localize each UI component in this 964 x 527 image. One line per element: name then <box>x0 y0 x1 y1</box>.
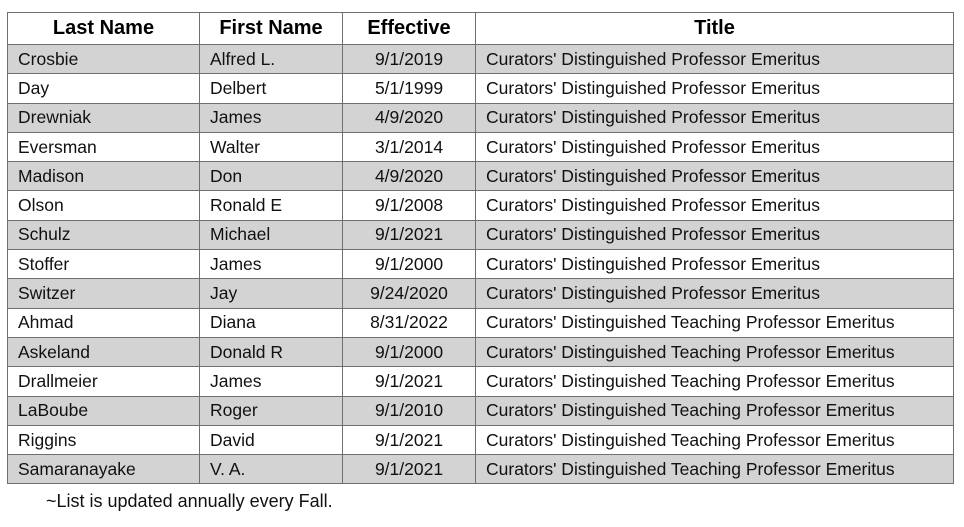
last-name-cell: Drewniak <box>8 103 200 132</box>
first-name-cell: Michael <box>200 220 343 249</box>
table-row <box>8 425 954 454</box>
first-name-cell: Delbert <box>200 74 343 103</box>
first-name-cell: V. A. <box>200 455 343 484</box>
table-row <box>8 250 954 279</box>
last-name-cell: Day <box>8 74 200 103</box>
last-name-cell: Eversman <box>8 132 200 161</box>
effective-date-cell: 9/1/2021 <box>343 455 476 484</box>
table-header-row <box>8 13 954 45</box>
title-cell: Curators' Distinguished Professor Emeritus <box>476 191 954 220</box>
effective-date-cell: 4/9/2020 <box>343 162 476 191</box>
last-name-cell: Stoffer <box>8 250 200 279</box>
last-name-cell: Riggins <box>8 425 200 454</box>
header-last-name: Last Name <box>8 13 200 45</box>
last-name-cell: Crosbie <box>8 45 200 74</box>
title-cell: Curators' Distinguished Professor Emeritus <box>476 250 954 279</box>
header-first-name: First Name <box>200 13 343 45</box>
first-name-cell: Jay <box>200 279 343 308</box>
first-name-cell: Don <box>200 162 343 191</box>
table-row <box>8 279 954 308</box>
table-row <box>8 74 954 103</box>
effective-date-cell: 9/1/2000 <box>343 337 476 366</box>
last-name-cell: Switzer <box>8 279 200 308</box>
first-name-cell: James <box>200 103 343 132</box>
emeritus-table <box>7 12 954 484</box>
title-cell: Curators' Distinguished Professor Emeritus <box>476 103 954 132</box>
last-name-cell: Drallmeier <box>8 367 200 396</box>
emeritus-table-container <box>7 12 954 484</box>
table-row <box>8 396 954 425</box>
title-cell: Curators' Distinguished Teaching Professor Emeritus <box>476 455 954 484</box>
effective-date-cell: 4/9/2020 <box>343 103 476 132</box>
first-name-cell: David <box>200 425 343 454</box>
first-name-cell: Ronald E <box>200 191 343 220</box>
title-cell: Curators' Distinguished Teaching Professor Emeritus <box>476 308 954 337</box>
effective-date-cell: 9/1/2019 <box>343 45 476 74</box>
last-name-cell: Samaranayake <box>8 455 200 484</box>
effective-date-cell: 9/1/2000 <box>343 250 476 279</box>
effective-date-cell: 9/1/2021 <box>343 425 476 454</box>
title-cell: Curators' Distinguished Teaching Professor Emeritus <box>476 337 954 366</box>
table-body <box>8 45 954 484</box>
first-name-cell: Donald R <box>200 337 343 366</box>
table-row <box>8 191 954 220</box>
header-title: Title <box>476 13 954 45</box>
update-note: ~List is updated annually every Fall. <box>46 491 333 511</box>
table-row <box>8 455 954 484</box>
title-cell: Curators' Distinguished Teaching Professor Emeritus <box>476 425 954 454</box>
first-name-cell: Diana <box>200 308 343 337</box>
last-name-cell: Olson <box>8 191 200 220</box>
first-name-cell: Roger <box>200 396 343 425</box>
title-cell: Curators' Distinguished Professor Emeritus <box>476 132 954 161</box>
first-name-cell: James <box>200 250 343 279</box>
table-row <box>8 103 954 132</box>
table-row <box>8 45 954 74</box>
title-cell: Curators' Distinguished Professor Emeritus <box>476 45 954 74</box>
first-name-cell: Alfred L. <box>200 45 343 74</box>
effective-date-cell: 5/1/1999 <box>343 74 476 103</box>
effective-date-cell: 9/1/2021 <box>343 367 476 396</box>
effective-date-cell: 9/1/2021 <box>343 220 476 249</box>
table-row <box>8 220 954 249</box>
effective-date-cell: 3/1/2014 <box>343 132 476 161</box>
table-row <box>8 337 954 366</box>
table-row <box>8 162 954 191</box>
title-cell: Curators' Distinguished Professor Emeritus <box>476 279 954 308</box>
last-name-cell: Askeland <box>8 337 200 366</box>
last-name-cell: LaBoube <box>8 396 200 425</box>
last-name-cell: Schulz <box>8 220 200 249</box>
effective-date-cell: 9/1/2010 <box>343 396 476 425</box>
table-row <box>8 308 954 337</box>
last-name-cell: Madison <box>8 162 200 191</box>
effective-date-cell: 9/1/2008 <box>343 191 476 220</box>
first-name-cell: Walter <box>200 132 343 161</box>
title-cell: Curators' Distinguished Professor Emeritus <box>476 162 954 191</box>
table-row <box>8 132 954 161</box>
table-row <box>8 367 954 396</box>
effective-date-cell: 9/24/2020 <box>343 279 476 308</box>
title-cell: Curators' Distinguished Professor Emeritus <box>476 74 954 103</box>
first-name-cell: James <box>200 367 343 396</box>
header-effective: Effective <box>343 13 476 45</box>
last-name-cell: Ahmad <box>8 308 200 337</box>
title-cell: Curators' Distinguished Teaching Professor Emeritus <box>476 396 954 425</box>
effective-date-cell: 8/31/2022 <box>343 308 476 337</box>
title-cell: Curators' Distinguished Teaching Professor Emeritus <box>476 367 954 396</box>
title-cell: Curators' Distinguished Professor Emeritus <box>476 220 954 249</box>
